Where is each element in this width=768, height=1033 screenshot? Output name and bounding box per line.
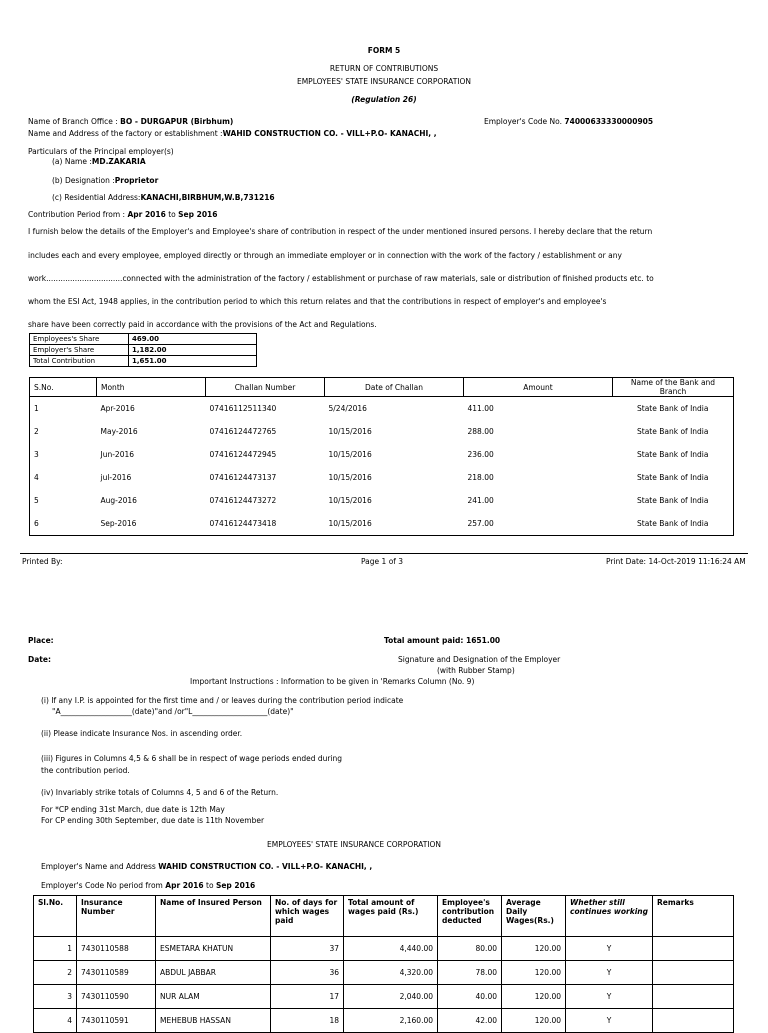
employer-code-value: 74000633330000905 [564,117,654,126]
col-challan-number: Challan Number [206,378,325,397]
ip-cell-days: 17 [271,985,344,1009]
challan-cell-sno: 1 [34,404,39,413]
ip-cell-slno: 4 [34,1009,77,1033]
corporation-title: EMPLOYEES' STATE INSURANCE CORPORATION [296,77,472,86]
principal-residence [52,193,275,202]
instruction-2: (ii) Please indicate Insurance Nos. in ascending order. [41,729,243,738]
ip-cell-days: 18 [271,1009,344,1033]
print-date: Print Date: 14-Oct-2019 11:16:24 AM [606,557,746,566]
ip-header-row [34,896,734,937]
challan-row [30,489,734,512]
challan-cell-month: Jun-2016 [100,450,135,459]
challan-table [29,377,734,536]
residence-value: KANACHI,BIRBHUM,W.B,731216 [140,193,275,202]
ip-cell-insurance-number: 7430110589 [77,961,156,985]
col-insurance-number: Insurance Number [77,896,156,937]
period-from: Apr 2016 [127,210,166,219]
due-date-2: For CP ending 30th September, due date is 11th November [41,816,265,825]
col-total-wages: Total amount of wages paid (Rs.) [344,896,438,937]
ip-cell-total-wages: 4,440.00 [344,937,438,961]
challan-cell-bank: State Bank of India [637,496,709,505]
residence-label: (c) Residential Address: [52,193,141,202]
declaration-line-3: work................................connected with the administration of the factory / establishment or purchase of raw materials, sale or distribution of finished products etc. to [28,274,654,283]
branch-value: BO - DURGAPUR (Birbhum) [120,117,234,126]
principal-designation [52,176,158,185]
page-number: Page 1 of 3 [361,557,404,566]
share-label: Total Contribution [30,356,129,367]
ip-cell-employee-contribution: 80.00 [438,937,502,961]
contribution-period [28,210,218,219]
ip-cell-days: 37 [271,937,344,961]
ip-row [34,937,734,961]
challan-cell-sno: 5 [34,496,39,505]
ip-row [34,1009,734,1033]
ip-cell-total-wages: 2,160.00 [344,1009,438,1033]
instruction-3b: the contribution period. [41,766,130,775]
ip-cell-avg-daily-wages: 120.00 [502,937,566,961]
insured-persons-table [33,895,734,1033]
form-title: RETURN OF CONTRIBUTIONS [329,64,439,73]
code-period-to: Sep 2016 [215,881,256,890]
ip-cell-employee-contribution: 42.00 [438,1009,502,1033]
challan-cell-challan-number: 07416124473418 [209,519,277,528]
declaration-line-2: includes each and every employee, employed directly or through an immediate employer or in connection with the work of the factory / establishment or any [28,251,622,260]
name-label: (a) Name : [52,157,92,166]
ip-cell-employee-contribution: 40.00 [438,985,502,1009]
col-insured-name: Name of Insured Person [156,896,271,937]
share-row [30,334,257,345]
challan-cell-challan-date: 10/15/2016 [328,496,372,505]
share-row [30,345,257,356]
share-value: 1,651.00 [129,356,257,367]
col-employee-contribution: Employee's contribution deducted [438,896,502,937]
challan-cell-challan-number: 07416124473137 [209,473,277,482]
employer-code [484,117,653,126]
challan-cell-bank: State Bank of India [637,404,709,413]
ip-cell-total-wages: 2,040.00 [344,985,438,1009]
challan-cell-amount: 257.00 [467,519,494,528]
challan-cell-challan-date: 10/15/2016 [328,473,372,482]
ip-cell-avg-daily-wages: 120.00 [502,985,566,1009]
challan-row [30,512,734,536]
shares-table [29,333,257,367]
challan-cell-month: Sep-2016 [100,519,137,528]
total-amount-paid: Total amount paid: 1651.00 [384,636,501,645]
rubber-stamp-label: (with Rubber Stamp) [437,666,515,675]
address-label: Name and Address of the factory or establishment : [28,129,223,138]
ip-cell-insured-name: NUR ALAM [156,985,271,1009]
place-label: Place: [28,636,54,645]
share-label: Employer's Share [30,345,129,356]
col-challan-date: Date of Challan [325,378,464,397]
establishment-address [28,129,437,138]
col-remarks: Remarks [653,896,734,937]
challan-cell-challan-date: 10/15/2016 [328,519,372,528]
ip-cell-remarks [653,985,734,1009]
share-label: Employees's Share [30,334,129,345]
col-days: No. of days for which wages paid [271,896,344,937]
challan-cell-bank: State Bank of India [637,427,709,436]
col-sno: S.No. [30,378,97,397]
period-to-label: to [168,210,176,219]
employer-code-label: Employer's Code No. [484,117,563,126]
date-label: Date: [28,655,51,664]
challan-cell-bank: State Bank of India [637,519,709,528]
ip-cell-employee-contribution: 78.00 [438,961,502,985]
col-still-working: Whether still continues working [566,896,653,937]
due-date-1: For *CP ending 31st March, due date is 12th May [41,805,225,814]
challan-cell-challan-date: 10/15/2016 [328,427,372,436]
branch-label: Name of Branch Office : [28,117,118,126]
challan-cell-challan-date: 5/24/2016 [328,404,367,413]
challan-cell-bank: State Bank of India [637,473,709,482]
principal-employer-heading: Particulars of the Principal employer(s) [28,147,174,156]
instruction-1a: (i) If any I.P. is appointed for the first time and / or leaves during the contribution period indicate [41,696,404,705]
ip-cell-days: 36 [271,961,344,985]
period-label: Contribution Period from : [28,210,126,219]
ip-cell-slno: 2 [34,961,77,985]
challan-cell-amount: 288.00 [467,427,494,436]
col-amount: Amount [464,378,613,397]
challan-cell-challan-number: 07416124472945 [209,450,277,459]
share-value: 1,182.00 [129,345,257,356]
challan-cell-sno: 3 [34,450,39,459]
ip-cell-avg-daily-wages: 120.00 [502,1009,566,1033]
challan-row [30,466,734,489]
challan-cell-sno: 6 [34,519,39,528]
ip-row [34,985,734,1009]
ip-cell-insured-name: ABDUL JABBAR [156,961,271,985]
challan-cell-sno: 2 [34,427,39,436]
col-bank: Name of the Bank and Branch [613,378,734,397]
challan-cell-challan-number: 07416112511340 [209,404,277,413]
declaration-line-5: share have been correctly paid in accordance with the provisions of the Act and Regulations. [28,320,377,329]
challan-cell-amount: 241.00 [467,496,494,505]
col-slno: Sl.No. [34,896,77,937]
declaration-line-4: whom the ESI Act, 1948 applies, in the contribution period to which this return relates and that the contributions in respect of employer's and employee's [28,297,607,306]
challan-header-row [30,378,734,397]
ip-cell-still-working: Y [566,961,653,985]
challan-cell-amount: 411.00 [467,404,494,413]
ip-cell-slno: 3 [34,985,77,1009]
challan-cell-month: May-2016 [100,427,138,436]
share-value: 469.00 [129,334,257,345]
challan-cell-bank: State Bank of India [637,450,709,459]
challan-cell-month: jul-2016 [100,473,132,482]
employer-name-address [41,862,372,871]
challan-row [30,397,734,421]
name-value: MD.ZAKARIA [91,157,146,166]
designation-label: (b) Designation : [52,176,115,185]
ip-cell-avg-daily-wages: 120.00 [502,961,566,985]
challan-cell-challan-date: 10/15/2016 [328,450,372,459]
challan-cell-amount: 236.00 [467,450,494,459]
ip-cell-slno: 1 [34,937,77,961]
ip-cell-insurance-number: 7430110590 [77,985,156,1009]
challan-cell-challan-number: 07416124472765 [209,427,277,436]
ip-cell-total-wages: 4,320.00 [344,961,438,985]
address-value: WAHID CONSTRUCTION CO. - VILL+P.O- KANACHI, , [222,129,437,138]
principal-name [52,157,146,166]
branch-office [28,117,233,126]
ip-cell-insurance-number: 7430110588 [77,937,156,961]
form-number: FORM 5 [367,46,401,55]
challan-cell-challan-number: 07416124473272 [209,496,277,505]
col-avg-daily-wages: Average Daily Wages(Rs.) [502,896,566,937]
challan-cell-month: Apr-2016 [100,404,135,413]
challan-cell-amount: 218.00 [467,473,494,482]
code-period-label: Employer's Code No period from [41,881,163,890]
ip-cell-remarks [653,961,734,985]
emp-addr-label: Employer's Name and Address [41,862,156,871]
ip-cell-still-working: Y [566,985,653,1009]
emp-addr-value: WAHID CONSTRUCTION CO. - VILL+P.O- KANACHI, , [158,862,373,871]
ip-cell-insurance-number: 7430110591 [77,1009,156,1033]
instruction-3a: (iii) Figures in Columns 4,5 & 6 shall be in respect of wage periods ended during [41,754,343,763]
challan-cell-sno: 4 [34,473,39,482]
ip-cell-insured-name: MEHEBUB HASSAN [156,1009,271,1033]
signature-label: Signature and Designation of the Employer [398,655,561,664]
challan-row [30,443,734,466]
ip-cell-remarks [653,1009,734,1033]
challan-row [30,420,734,443]
printed-by: Printed By: [22,557,63,566]
ip-cell-still-working: Y [566,937,653,961]
corporation-heading: EMPLOYEES' STATE INSURANCE CORPORATION [267,840,442,849]
ip-cell-insured-name: ESMETARA KHATUN [156,937,271,961]
ip-cell-still-working: Y [566,1009,653,1033]
share-row [30,356,257,367]
instructions-title: Important Instructions : Information to be given in 'Remarks Column (No. 9) [190,677,475,686]
ip-cell-remarks [653,937,734,961]
challan-cell-month: Aug-2016 [100,496,137,505]
employer-code-period [41,881,255,890]
period-to: Sep 2016 [178,210,218,219]
code-period-from: Apr 2016 [165,881,204,890]
footer-divider [20,553,748,554]
instruction-1b: "A___________________(date)"and /or"L____________________(date)" [52,707,294,716]
declaration-line-1: I furnish below the details of the Employer's and Employee's share of contribution in respect of the under mentioned insured persons. I hereby declare that the return [28,227,653,236]
ip-row [34,961,734,985]
regulation: (Regulation 26) [351,95,417,104]
designation-value: Proprietor [114,176,159,185]
instruction-4: (iv) Invariably strike totals of Columns 4, 5 and 6 of the Return. [41,788,279,797]
code-period-to-label: to [206,881,214,890]
col-month: Month [97,378,206,397]
